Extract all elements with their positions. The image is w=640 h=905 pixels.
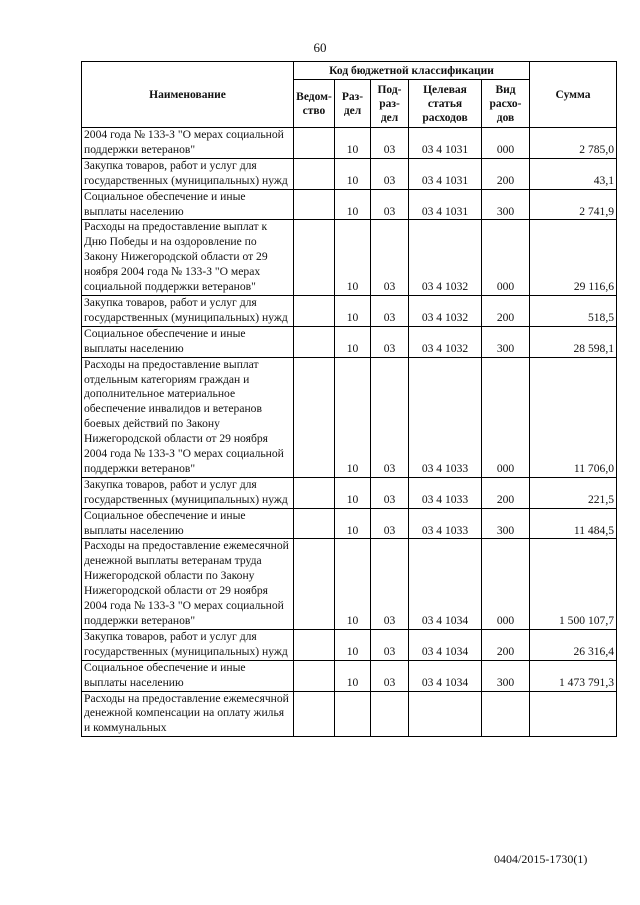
row-expense-type: 200 [482, 629, 530, 660]
row-sum: 43,1 [530, 158, 617, 189]
header-target-article: Целевая статья расходов [409, 80, 482, 128]
row-vedomstvo [294, 326, 335, 357]
row-name: Социальное обеспечение и иные выплаты населению [82, 508, 294, 539]
row-target-article: 03 4 1031 [409, 189, 482, 220]
row-name: Расходы на предоставление выплат к Дню Победы и на оздоровление по Закону Нижегородской области от 29 ноября 2004 года № 133-З "О мерах социальной поддержки ветеранов" [82, 220, 294, 296]
row-sum: 1 473 791,3 [530, 660, 617, 691]
row-podrazdel: 03 [371, 189, 409, 220]
row-sum: 518,5 [530, 295, 617, 326]
row-target-article: 03 4 1033 [409, 477, 482, 508]
row-vedomstvo [294, 220, 335, 296]
row-vedomstvo [294, 295, 335, 326]
row-podrazdel: 03 [371, 629, 409, 660]
row-name: Закупка товаров, работ и услуг для государственных (муниципальных) нужд [82, 158, 294, 189]
row-target-article: 03 4 1032 [409, 220, 482, 296]
row-podrazdel [371, 691, 409, 737]
row-sum: 11 706,0 [530, 357, 617, 477]
row-expense-type: 300 [482, 326, 530, 357]
row-expense-type: 200 [482, 477, 530, 508]
row-razdel: 10 [335, 128, 371, 159]
row-name: Закупка товаров, работ и услуг для государственных (муниципальных) нужд [82, 477, 294, 508]
row-vedomstvo [294, 357, 335, 477]
row-expense-type: 200 [482, 158, 530, 189]
table-row [82, 477, 617, 508]
table-row [82, 357, 617, 477]
table-row [82, 508, 617, 539]
row-name: Социальное обеспечение и иные выплаты населению [82, 326, 294, 357]
table-row [82, 660, 617, 691]
row-name: Закупка товаров, работ и услуг для государственных (муниципальных) нужд [82, 295, 294, 326]
row-vedomstvo [294, 508, 335, 539]
row-vedomstvo [294, 629, 335, 660]
row-target-article: 03 4 1033 [409, 357, 482, 477]
row-target-article: 03 4 1034 [409, 629, 482, 660]
row-vedomstvo [294, 539, 335, 629]
row-target-article: 03 4 1032 [409, 326, 482, 357]
row-razdel: 10 [335, 326, 371, 357]
row-vedomstvo [294, 660, 335, 691]
row-sum: 29 116,6 [530, 220, 617, 296]
row-sum: 26 316,4 [530, 629, 617, 660]
row-target-article: 03 4 1033 [409, 508, 482, 539]
row-razdel: 10 [335, 295, 371, 326]
row-razdel: 10 [335, 508, 371, 539]
row-name: 2004 года № 133-З "О мерах социальной поддержки ветеранов" [82, 128, 294, 159]
row-razdel: 10 [335, 629, 371, 660]
row-sum: 2 741,9 [530, 189, 617, 220]
row-target-article: 03 4 1034 [409, 660, 482, 691]
row-name: Закупка товаров, работ и услуг для государственных (муниципальных) нужд [82, 629, 294, 660]
header-podrazdel: Под-раз-дел [371, 80, 409, 128]
header-sum: Сумма [530, 62, 617, 128]
row-sum: 28 598,1 [530, 326, 617, 357]
row-sum [530, 691, 617, 737]
row-razdel: 10 [335, 477, 371, 508]
row-target-article: 03 4 1032 [409, 295, 482, 326]
row-target-article: 03 4 1031 [409, 158, 482, 189]
table-row [82, 158, 617, 189]
row-name: Расходы на предоставление ежемесячной денежной компенсации на оплату жилья и коммунальных [82, 691, 294, 737]
header-name: Наименование [82, 62, 294, 128]
row-razdel: 10 [335, 660, 371, 691]
row-podrazdel: 03 [371, 660, 409, 691]
row-vedomstvo [294, 128, 335, 159]
row-expense-type: 000 [482, 539, 530, 629]
table-row [82, 629, 617, 660]
header-razdel: Раз-дел [335, 80, 371, 128]
table-header [82, 62, 617, 128]
row-name: Расходы на предоставление выплат отдельным категориям граждан и дополнительное материальное обеспечение инвалидов и ветеранов боевых действий по Закону Нижегородской области от 29 ноября 2004 года № 133-З "О мерах социальной поддержки ветеранов" [82, 357, 294, 477]
row-vedomstvo [294, 691, 335, 737]
row-expense-type: 300 [482, 508, 530, 539]
row-razdel: 10 [335, 158, 371, 189]
row-expense-type: 200 [482, 295, 530, 326]
row-expense-type: 300 [482, 189, 530, 220]
row-expense-type: 000 [482, 128, 530, 159]
row-name: Расходы на предоставление ежемесячной денежной выплаты ветеранам труда Нижегородской области по Закону Нижегородской области от 29 ноября 2004 года № 133-З "О мерах социальной поддержки ветеранов" [82, 539, 294, 629]
row-target-article: 03 4 1034 [409, 539, 482, 629]
row-expense-type [482, 691, 530, 737]
row-sum: 221,5 [530, 477, 617, 508]
row-name: Социальное обеспечение и иные выплаты населению [82, 660, 294, 691]
table-row [82, 128, 617, 159]
row-sum: 2 785,0 [530, 128, 617, 159]
row-podrazdel: 03 [371, 539, 409, 629]
table-row [82, 220, 617, 296]
document-code: 0404/2015-1730(1) [494, 852, 588, 866]
row-target-article [409, 691, 482, 737]
header-expense-type: Вид расхо-дов [482, 80, 530, 128]
table-row [82, 189, 617, 220]
row-expense-type: 000 [482, 220, 530, 296]
row-sum: 1 500 107,7 [530, 539, 617, 629]
row-expense-type: 000 [482, 357, 530, 477]
table-row [82, 295, 617, 326]
row-sum: 11 484,5 [530, 508, 617, 539]
row-target-article: 03 4 1031 [409, 128, 482, 159]
row-podrazdel: 03 [371, 508, 409, 539]
table-row [82, 326, 617, 357]
header-vedomstvo: Ведом-ство [294, 80, 335, 128]
row-podrazdel: 03 [371, 477, 409, 508]
table-row [82, 691, 617, 737]
header-budget-code: Код бюджетной классификации [294, 62, 530, 80]
row-vedomstvo [294, 158, 335, 189]
row-expense-type: 300 [482, 660, 530, 691]
row-podrazdel: 03 [371, 357, 409, 477]
row-vedomstvo [294, 189, 335, 220]
row-name: Социальное обеспечение и иные выплаты населению [82, 189, 294, 220]
row-podrazdel: 03 [371, 295, 409, 326]
row-razdel: 10 [335, 539, 371, 629]
row-podrazdel: 03 [371, 220, 409, 296]
table-row [82, 539, 617, 629]
row-razdel: 10 [335, 189, 371, 220]
row-razdel: 10 [335, 220, 371, 296]
row-vedomstvo [294, 477, 335, 508]
row-podrazdel: 03 [371, 128, 409, 159]
budget-table [81, 61, 617, 737]
row-razdel: 10 [335, 357, 371, 477]
row-podrazdel: 03 [371, 158, 409, 189]
page-number: 60 [313, 40, 327, 55]
table-body [82, 128, 617, 737]
row-razdel [335, 691, 371, 737]
row-podrazdel: 03 [371, 326, 409, 357]
